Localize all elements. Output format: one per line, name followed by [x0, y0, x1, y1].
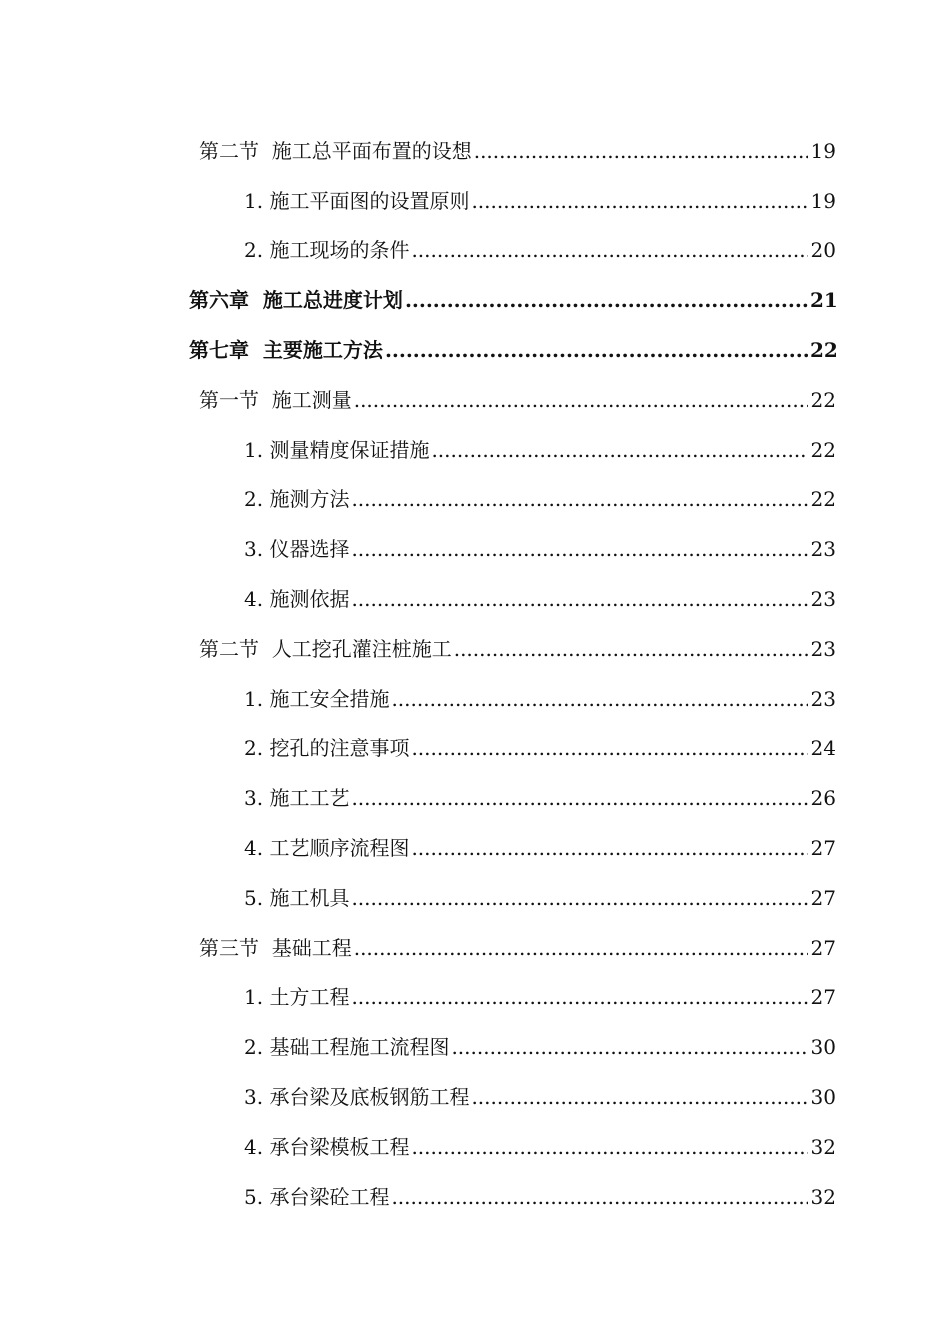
table-of-contents: [0, 126, 950, 1222]
toc-dot-leader: [391, 1187, 808, 1207]
toc-dot-leader: [431, 440, 808, 460]
toc-entry-item[interactable]: [0, 674, 950, 724]
toc-entry-page-number: 19: [810, 188, 836, 213]
toc-entry-label: 2. 施测方法: [244, 487, 350, 512]
toc-entry-page-number: 26: [810, 786, 836, 811]
toc-entry-label: 3. 施工工艺: [244, 786, 350, 811]
toc-entry-item[interactable]: [0, 1072, 950, 1122]
toc-entry-item[interactable]: [0, 724, 950, 774]
toc-entry-label: 1. 测量精度保证措施: [244, 437, 430, 462]
toc-entry-label: 1. 施工安全措施: [244, 686, 390, 711]
toc-dot-leader: [385, 340, 808, 360]
toc-dot-leader: [474, 141, 808, 161]
toc-entry-item[interactable]: [0, 973, 950, 1023]
toc-entry-label: 5. 承台梁砼工程: [244, 1184, 390, 1209]
toc-dot-leader: [354, 390, 808, 410]
toc-dot-leader: [391, 689, 808, 709]
toc-entry-page-number: 22: [810, 387, 836, 412]
toc-entry-label: 第六章 施工总进度计划: [189, 288, 403, 313]
toc-dot-leader: [471, 191, 808, 211]
toc-entry-page-number: 23: [810, 587, 836, 612]
toc-entry-page-number: 24: [810, 736, 836, 761]
toc-entry-label: 第三节 基础工程: [199, 935, 352, 960]
toc-entry-item[interactable]: [0, 823, 950, 873]
toc-dot-leader: [351, 788, 808, 808]
toc-dot-leader: [405, 290, 808, 310]
toc-dot-leader: [351, 888, 808, 908]
toc-entry-page-number: 23: [810, 686, 836, 711]
toc-entry-label: 4. 工艺顺序流程图: [244, 836, 410, 861]
toc-entry-page-number: 23: [810, 636, 836, 661]
toc-dot-leader: [351, 489, 808, 509]
toc-entry-page-number: 22: [810, 338, 838, 363]
toc-entry-label: 2. 施工现场的条件: [244, 238, 410, 263]
toc-entry-label: 第二节 施工总平面布置的设想: [199, 138, 472, 163]
toc-entry-label: 5. 施工机具: [244, 885, 350, 910]
toc-entry-chapter[interactable]: [0, 275, 950, 325]
toc-entry-page-number: 19: [810, 138, 836, 163]
toc-entry-section[interactable]: [0, 923, 950, 973]
toc-entry-section[interactable]: [0, 126, 950, 176]
toc-entry-page-number: 27: [810, 836, 836, 861]
toc-entry-page-number: 30: [810, 1085, 836, 1110]
toc-entry-section[interactable]: [0, 624, 950, 674]
toc-dot-leader: [351, 987, 808, 1007]
toc-entry-label: 4. 承台梁模板工程: [244, 1134, 410, 1159]
toc-dot-leader: [411, 1137, 808, 1157]
toc-entry-label: 4. 施测依据: [244, 587, 350, 612]
toc-entry-page-number: 22: [810, 437, 836, 462]
toc-entry-item[interactable]: [0, 176, 950, 226]
toc-entry-label: 3. 仪器选择: [244, 537, 350, 562]
toc-entry-label: 3. 承台梁及底板钢筋工程: [244, 1085, 470, 1110]
toc-dot-leader: [411, 838, 808, 858]
toc-entry-page-number: 20: [810, 238, 836, 263]
toc-dot-leader: [471, 1087, 808, 1107]
toc-entry-label: 2. 基础工程施工流程图: [244, 1035, 450, 1060]
toc-entry-chapter[interactable]: [0, 325, 950, 375]
toc-entry-page-number: 23: [810, 537, 836, 562]
toc-entry-label: 1. 施工平面图的设置原则: [244, 188, 470, 213]
toc-dot-leader: [454, 639, 808, 659]
toc-dot-leader: [411, 240, 808, 260]
toc-entry-page-number: 21: [810, 288, 838, 313]
toc-dot-leader: [451, 1037, 808, 1057]
toc-entry-item[interactable]: [0, 226, 950, 276]
toc-entry-label: 第一节 施工测量: [199, 387, 352, 412]
toc-entry-section[interactable]: [0, 375, 950, 425]
toc-dot-leader: [411, 738, 808, 758]
toc-entry-item[interactable]: [0, 1122, 950, 1172]
toc-entry-item[interactable]: [0, 873, 950, 923]
toc-entry-page-number: 27: [810, 935, 836, 960]
toc-entry-item[interactable]: [0, 1172, 950, 1222]
toc-entry-page-number: 32: [810, 1184, 836, 1209]
toc-dot-leader: [351, 589, 808, 609]
toc-entry-label: 1. 土方工程: [244, 985, 350, 1010]
toc-entry-item[interactable]: [0, 524, 950, 574]
toc-entry-item[interactable]: [0, 574, 950, 624]
toc-entry-item[interactable]: [0, 1022, 950, 1072]
toc-entry-item[interactable]: [0, 475, 950, 525]
toc-entry-item[interactable]: [0, 425, 950, 475]
toc-entry-label: 第二节 人工挖孔灌注桩施工: [199, 636, 452, 661]
toc-entry-page-number: 27: [810, 985, 836, 1010]
toc-dot-leader: [354, 938, 808, 958]
toc-dot-leader: [351, 539, 808, 559]
toc-entry-page-number: 30: [810, 1035, 836, 1060]
toc-entry-item[interactable]: [0, 773, 950, 823]
toc-entry-page-number: 32: [810, 1134, 836, 1159]
toc-entry-page-number: 22: [810, 487, 836, 512]
toc-entry-page-number: 27: [810, 885, 836, 910]
toc-entry-label: 2. 挖孔的注意事项: [244, 736, 410, 761]
toc-entry-label: 第七章 主要施工方法: [189, 338, 383, 363]
